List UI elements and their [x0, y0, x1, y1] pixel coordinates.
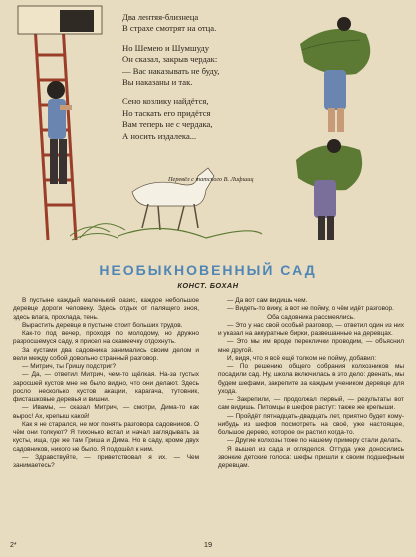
paragraph: — Это у нас свой особый разговор, — ответил один из них и указал на аккуратные бирки, развешанные на деревцах. [218, 321, 404, 337]
paragraph: Как я не старался, не мог понять разговора садовников. О чём они толкуют? Я тихонько встал и начал заглядывать за кусты, ища, где же там Гриша и Дима. Но в саду, кроме двух садовников, никого не было. Я подошёл к ним. [13, 420, 199, 453]
poem-stanza [122, 96, 354, 142]
paragraph: — Закрепили, — продолжал первый, — результаты вот сам видишь. Питомцы в шефов растут: также же крепыши. [218, 396, 404, 412]
poem-line: Но Шемею и Шумшуду [122, 42, 210, 53]
poem-line: Но таскать его придётся [122, 107, 211, 118]
paragraph: Как-то под вечер, проходя по молодому, но дружно разросшемуся саду, я присел на скамеечку отдохнуть. [13, 330, 199, 346]
boy-with-hay-bottom-figure [296, 139, 362, 240]
text-column-left [13, 297, 199, 470]
paragraph: Вырастить деревце в пустыне стоит больших трудов. [22, 321, 183, 329]
poem-line: А носить издалека... [122, 130, 197, 141]
text-column-right [218, 297, 404, 470]
loft-door [60, 10, 94, 32]
poem-stanza [122, 43, 354, 89]
poem-line: Сено козлику найдётся, [122, 96, 209, 107]
paragraph: — Здравствуйте, — приветствовал я их. — Чем занимаетесь? [13, 453, 199, 469]
paragraph: В пустыне каждый маленький оазис, каждое небольшое деревце дороги человеку. Здесь отдых от палящего зноя, здесь влага, прохлада, тень. [13, 297, 199, 321]
paragraph: — Да, — ответил Митрич, чем-то щёлкая. На-за густых заросшей кустов мне не было видно, что они делают. Здесь росло несколько кустов акации, карагача, тутовник, фисташковые деревья и вишни. [13, 371, 199, 403]
poem-line: — Вас наказывать не буду, [122, 65, 220, 76]
poem-line: В страхе смотрят на отца. [122, 23, 217, 34]
page-number: 19 [203, 540, 213, 549]
paragraph: — Митрич, ты Гришу подстриг? [22, 363, 117, 370]
poem-line: Два лентяя-близнеца [122, 12, 199, 22]
paragraph: — По решению общего собрания колхозников мы посадили сад. Ну, школа включилась в это дело: двенать, мы будем шефами, закрепите за каждым учеником деревце для ухода. [218, 363, 404, 395]
story-title: НЕОБЫКНОВЕННЫЙ САД [99, 262, 317, 278]
poem-line: Вы наказаны и так. [122, 77, 193, 88]
translator-credit: Перевёл с татского В. Лифшиц [168, 176, 254, 183]
paragraph: Оба садовника рассмеялись. [267, 313, 355, 321]
poem-stanza [122, 12, 354, 35]
grass-ground [118, 228, 262, 238]
paragraph: — Другие колхозы тоже по нашему примеру стали делать. [227, 437, 403, 445]
signature-mark: 2* [10, 542, 17, 549]
story-author: КОНСТ. БОХАН [177, 281, 239, 290]
paragraph: — Это мы им вроде переклички проводим, — объяснил мне другой. [218, 338, 404, 354]
paragraph: — Ивамы, — сказал Митрич, — смотри, Дима-то как вырос! Ах, крепыш какой! [13, 404, 199, 420]
paragraph: За кустами два садовника занимались своим делом и вели между собой довольно странный разговор. [13, 346, 199, 362]
paragraph: Я вышел из сада и огляделся. Оттуда уже доносились звонкие детские голоса: шефы пришли к своим подшефным деревцам. [218, 445, 404, 469]
paragraph: — Пройдёт пятнадцать-двадцать лет, приятно будет кому-нибудь из шефов посмотреть на своё, уже настоящее, большое дерево, которое он растил когда-то. [218, 412, 404, 436]
poem-line: Вам теперь не с чердака, [122, 119, 213, 130]
poem-line: Он сказал, закрыв чердак: [122, 54, 218, 65]
poem-block [122, 12, 354, 150]
paragraph: — Да вот сам видишь чем. [227, 297, 308, 304]
paragraph: — Видеть-то вижу, а вот не пойму, о чём идёт разговор. [227, 305, 394, 313]
paragraph: И, видя, что я всё ещё толком не пойму, добавил: [227, 354, 377, 362]
hay-left [70, 224, 125, 240]
